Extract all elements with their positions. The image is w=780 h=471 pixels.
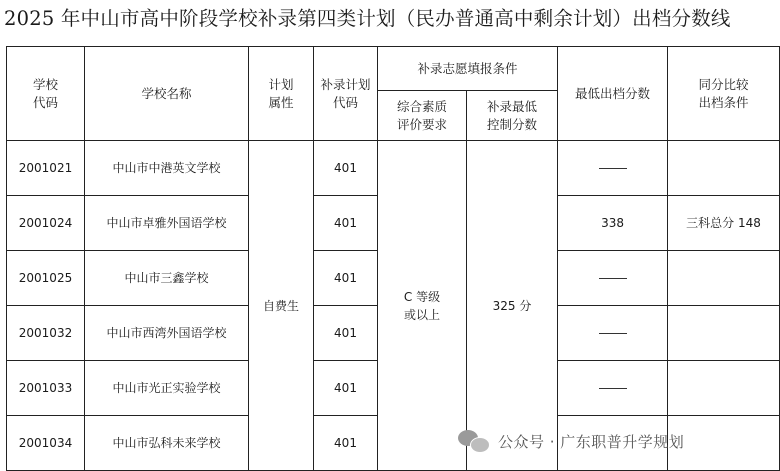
empty-dash bbox=[599, 388, 627, 389]
header-supp-code: 补录计划 代码 bbox=[314, 47, 378, 141]
header-min-control: 补录最低 控制分数 bbox=[467, 91, 558, 141]
score-table bbox=[6, 46, 780, 471]
cell-school-code: 2001024 bbox=[7, 196, 85, 251]
watermark-text: 公众号 · 广东职普升学规划 bbox=[498, 432, 685, 451]
header-row-top bbox=[7, 47, 780, 91]
cell-min-score bbox=[558, 306, 668, 361]
cell-min-score bbox=[558, 251, 668, 306]
cell-school-name: 中山市弘科未来学校 bbox=[85, 416, 249, 471]
cell-quality: C 等级 或以上 bbox=[378, 141, 467, 471]
empty-dash bbox=[599, 278, 627, 279]
cell-min-control: 325 分 bbox=[467, 141, 558, 471]
table-row bbox=[7, 141, 780, 196]
cell-supp-code: 401 bbox=[314, 141, 378, 196]
wechat-icon bbox=[458, 428, 492, 454]
header-plan-type: 计划 属性 bbox=[249, 47, 314, 141]
cell-supp-code: 401 bbox=[314, 361, 378, 416]
cell-tie-break: 三科总分 148 bbox=[668, 196, 780, 251]
cell-min-score bbox=[558, 361, 668, 416]
empty-dash bbox=[599, 168, 627, 169]
cell-school-code: 2001025 bbox=[7, 251, 85, 306]
cell-school-name: 中山市中港英文学校 bbox=[85, 141, 249, 196]
watermark bbox=[458, 425, 778, 457]
cell-plan-type: 自费生 bbox=[249, 141, 314, 471]
cell-school-code: 2001021 bbox=[7, 141, 85, 196]
cell-school-name: 中山市光正实验学校 bbox=[85, 361, 249, 416]
cell-tie-break bbox=[668, 361, 780, 416]
cell-supp-code: 401 bbox=[314, 306, 378, 361]
cell-tie-break bbox=[668, 306, 780, 361]
cell-school-code: 2001032 bbox=[7, 306, 85, 361]
empty-dash bbox=[599, 333, 627, 334]
cell-min-score: 338 bbox=[558, 196, 668, 251]
cell-school-code: 2001034 bbox=[7, 416, 85, 471]
cell-min-score bbox=[558, 141, 668, 196]
document-title: 2025 年中山市高中阶段学校补录第四类计划（民办普通高中剩余计划）出档分数线 bbox=[4, 7, 731, 30]
header-conditions: 补录志愿填报条件 bbox=[378, 47, 558, 91]
header-quality: 综合素质 评价要求 bbox=[378, 91, 467, 141]
cell-supp-code: 401 bbox=[314, 416, 378, 471]
cell-supp-code: 401 bbox=[314, 196, 378, 251]
cell-tie-break bbox=[668, 251, 780, 306]
cell-school-name: 中山市三鑫学校 bbox=[85, 251, 249, 306]
cell-school-name: 中山市卓雅外国语学校 bbox=[85, 196, 249, 251]
header-school-name: 学校名称 bbox=[85, 47, 249, 141]
cell-tie-break bbox=[668, 141, 780, 196]
header-tie-break: 同分比较 出档条件 bbox=[668, 47, 780, 141]
cell-supp-code: 401 bbox=[314, 251, 378, 306]
cell-school-name: 中山市西湾外国语学校 bbox=[85, 306, 249, 361]
cell-school-code: 2001033 bbox=[7, 361, 85, 416]
header-school-code: 学校 代码 bbox=[7, 47, 85, 141]
header-min-score: 最低出档分数 bbox=[558, 47, 668, 141]
